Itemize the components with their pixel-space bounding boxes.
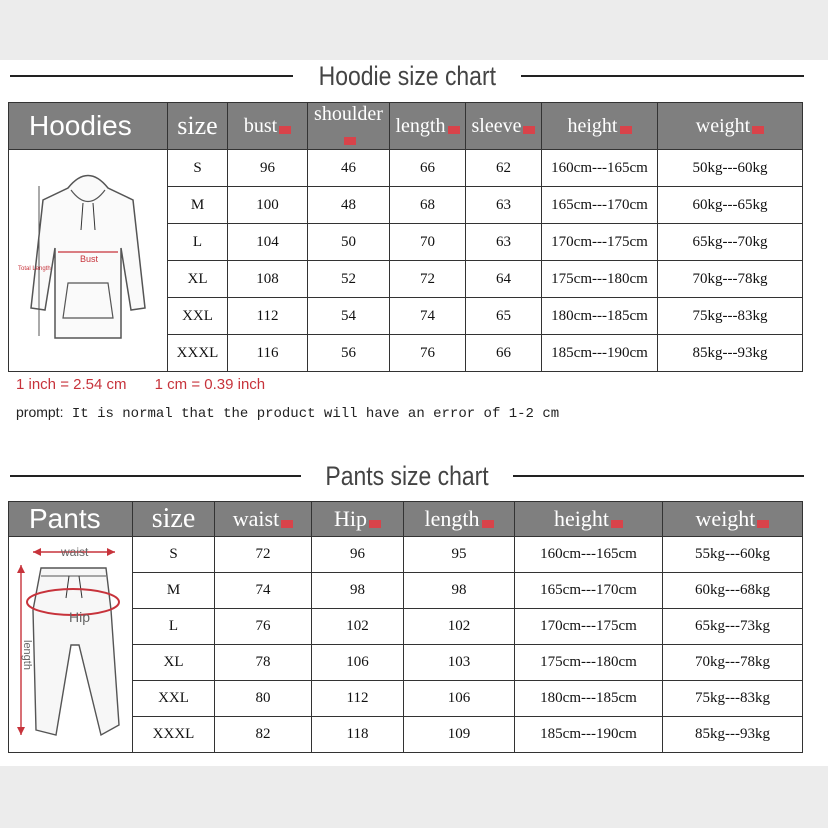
height-heading: height [542,103,658,150]
shoulder-cell: 52 [308,261,390,298]
height-cell: 180cm---185cm [515,681,663,717]
length-cell: 102 [404,609,515,645]
length-cell: 66 [390,150,466,187]
size-cell: M [168,187,228,224]
shoulder-cell: 54 [308,298,390,335]
hoodie-icon [13,158,163,358]
pants-size-table [8,501,803,753]
pants-header-row [9,502,803,537]
length-cell: 103 [404,645,515,681]
length-cell: 95 [404,537,515,573]
weight-cell: 65kg---70kg [658,224,803,261]
prompt-text: It is normal that the product will have an error of 1-2 cm [63,406,560,422]
hip-cell: 106 [312,645,404,681]
sleeve-cell: 62 [466,150,542,187]
length-cell: 106 [404,681,515,717]
length-cell: 74 [390,298,466,335]
size-heading: size [168,103,228,150]
hip-heading: Hip [312,502,404,537]
height-heading: height [515,502,663,537]
title-divider [521,75,804,77]
size-cell: XXXL [133,717,215,753]
size-cell: S [168,150,228,187]
sleeve-heading: sleeve [466,103,542,150]
size-cell: XXL [133,681,215,717]
bust-cell: 116 [228,335,308,372]
hoodie-illustration [9,150,168,372]
hip-cell: 96 [312,537,404,573]
svg-text:Bust: Bust [79,254,99,264]
height-cell: 185cm---190cm [515,717,663,753]
table-row [9,150,803,187]
bust-cell: 108 [228,261,308,298]
size-chart-sheet [0,60,828,766]
weight-heading: weight [658,103,803,150]
hoodie-chart-title: Hoodie size chart [318,60,496,91]
hip-cell: 102 [312,609,404,645]
sleeve-cell: 65 [466,298,542,335]
pants-title-row [10,460,804,492]
length-cell: 76 [390,335,466,372]
hoodie-header-row [9,103,803,150]
size-cell: XXL [168,298,228,335]
waist-cell: 72 [215,537,312,573]
weight-cell: 50kg---60kg [658,150,803,187]
svg-text:Total Length: Total Length [18,266,51,272]
length-cell: 68 [390,187,466,224]
size-cell: S [133,537,215,573]
hoodie-size-table [8,102,803,372]
prompt-note [16,404,559,422]
weight-cell: 65kg---73kg [663,609,803,645]
hip-cell: 98 [312,573,404,609]
cm-conversion: 1 cm = 0.39 inch [154,376,266,393]
size-heading: size [133,502,215,537]
height-cell: 160cm---165cm [542,150,658,187]
waist-heading: waist [215,502,312,537]
size-cell: L [168,224,228,261]
height-cell: 185cm---190cm [542,335,658,372]
weight-cell: 70kg---78kg [658,261,803,298]
shoulder-cell: 46 [308,150,390,187]
shoulder-cell: 50 [308,224,390,261]
height-cell: 170cm---175cm [515,609,663,645]
pants-illustration [9,537,133,753]
height-cell: 180cm---185cm [542,298,658,335]
unit-conversion-note [16,376,289,393]
size-cell: XXXL [168,335,228,372]
table-row [9,537,803,573]
bust-heading: bust [228,103,308,150]
length-cell: 72 [390,261,466,298]
waist-cell: 80 [215,681,312,717]
height-cell: 160cm---165cm [515,537,663,573]
size-cell: L [133,609,215,645]
waist-cell: 78 [215,645,312,681]
height-cell: 165cm---170cm [542,187,658,224]
weight-cell: 85kg---93kg [658,335,803,372]
waist-cell: 76 [215,609,312,645]
inch-conversion: 1 inch = 2.54 cm [16,376,127,393]
height-cell: 175cm---180cm [542,261,658,298]
bust-cell: 100 [228,187,308,224]
hoodies-heading: Hoodies [9,103,168,150]
hip-cell: 112 [312,681,404,717]
weight-cell: 60kg---65kg [658,187,803,224]
weight-cell: 70kg---78kg [663,645,803,681]
title-divider [513,475,804,477]
length-cell: 98 [404,573,515,609]
svg-text:Hip: Hip [68,608,90,625]
prompt-label: prompt: [16,404,64,420]
bust-cell: 96 [228,150,308,187]
sleeve-cell: 64 [466,261,542,298]
length-cell: 109 [404,717,515,753]
weight-cell: 75kg---83kg [658,298,803,335]
sleeve-cell: 63 [466,224,542,261]
sleeve-cell: 66 [466,335,542,372]
weight-heading: weight [663,502,803,537]
weight-cell: 60kg---68kg [663,573,803,609]
svg-text:length: length [20,639,33,670]
hoodie-title-row [10,60,804,92]
pants-chart-title: Pants size chart [325,460,489,491]
weight-cell: 75kg---83kg [663,681,803,717]
waist-cell: 74 [215,573,312,609]
size-cell: XL [168,261,228,298]
pants-icon [11,540,131,745]
shoulder-cell: 56 [308,335,390,372]
title-divider [10,475,301,477]
waist-cell: 82 [215,717,312,753]
weight-cell: 55kg---60kg [663,537,803,573]
length-heading: length [404,502,515,537]
height-cell: 175cm---180cm [515,645,663,681]
height-cell: 170cm---175cm [542,224,658,261]
sleeve-cell: 63 [466,187,542,224]
size-cell: M [133,573,215,609]
length-cell: 70 [390,224,466,261]
title-divider [10,75,293,77]
pants-heading: Pants [9,502,133,537]
shoulder-heading: shoulder [308,103,390,150]
weight-cell: 85kg---93kg [663,717,803,753]
height-cell: 165cm---170cm [515,573,663,609]
bust-cell: 104 [228,224,308,261]
bust-cell: 112 [228,298,308,335]
size-cell: XL [133,645,215,681]
hip-cell: 118 [312,717,404,753]
length-heading: length [390,103,466,150]
svg-text:waist: waist [60,544,88,559]
shoulder-cell: 48 [308,187,390,224]
